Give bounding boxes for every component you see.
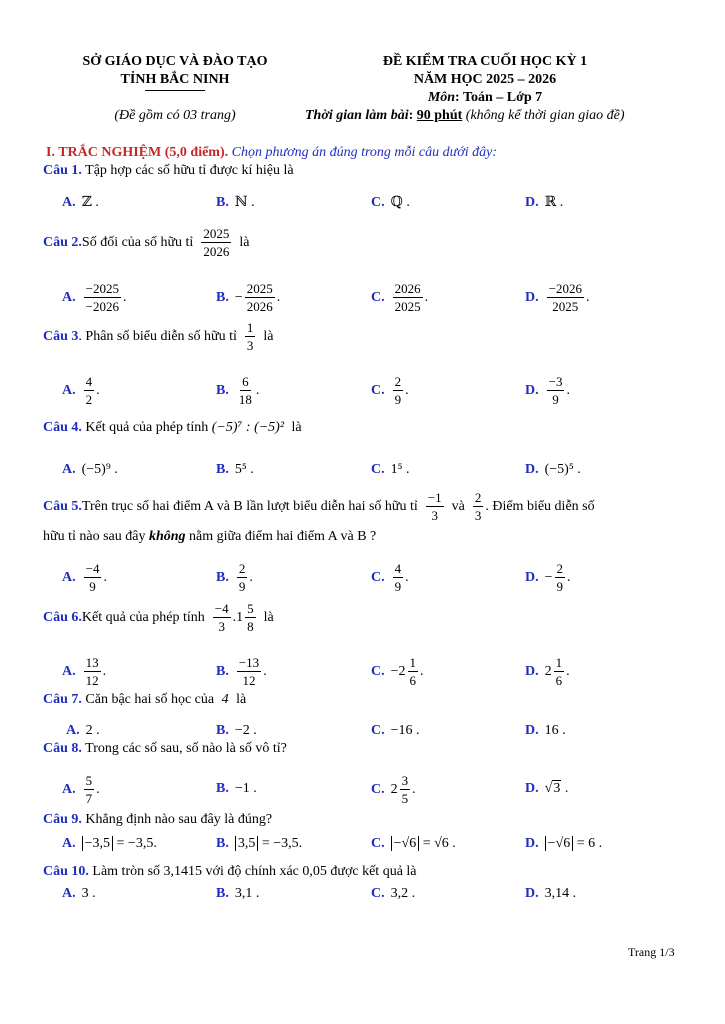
q6-option-a: A. $\frac{13}{12}$ . <box>62 655 107 688</box>
q2-option-a: A. $\frac{-2025}{-2026}$ . <box>62 281 127 314</box>
department-name: SỞ GIÁO DỤC VÀ ĐÀO TẠO <box>82 54 268 69</box>
q5-option-c: C. $\frac{4}{9}$ . <box>371 561 409 594</box>
question-4: Câu 4. Kết quả của phép tính (−5)⁷ : (−5)² là <box>43 420 302 435</box>
q2-option-d: D. $\frac{-2026}{2025}$ . <box>525 281 590 314</box>
page-count-note: (Đề gồm có 03 trang) <box>114 108 236 123</box>
q3-option-c: C. $\frac{2}{9}$ . <box>371 374 409 407</box>
q10-option-a: A. 3 . <box>62 886 96 901</box>
q5-option-d: D. − $\frac{2}{9}$ . <box>525 561 571 594</box>
q7-option-c: C. −16 . <box>371 723 420 738</box>
q7-option-b: B. −2 . <box>216 723 257 738</box>
header-divider <box>145 90 205 91</box>
province-name: TỈNH BẮC NINH <box>120 72 230 87</box>
q4-option-d: D. (−5)⁵ . <box>525 462 581 477</box>
q10-option-b: B. 3,1 . <box>216 886 260 901</box>
q3-option-d: D. $\frac{-3}{9}$ . <box>525 374 570 407</box>
page-number: Trang 1/3 <box>628 945 675 959</box>
q4-option-c: C. 1⁵ . <box>371 462 410 477</box>
question-3: Câu 3 . Phân số biểu diễn số hữu tỉ $\frac{1}{3}$ là <box>43 320 274 353</box>
q8-option-c: C. 2 $\frac{3}{5}$ . <box>371 773 416 806</box>
q8-option-a: A. $\frac{5}{7}$ . <box>62 773 100 806</box>
question-1: Câu 1. Tập hợp các số hữu tỉ được kí hiệu là <box>43 163 294 178</box>
question-9: Câu 9. Khẳng định nào sau đây là đúng? <box>43 812 273 827</box>
time-line: Thời gian làm bài: 90 phút (không kể thời gian giao đề) <box>305 108 625 123</box>
q6-option-b: B. $\frac{-13}{12}$ . <box>216 655 267 688</box>
q8-option-b: B. −1 . <box>216 781 257 796</box>
q2-option-c: C. $\frac{2026}{2025}$ . <box>371 281 429 314</box>
q9-option-b: B. 3,5 = −3,5. <box>216 836 303 851</box>
exam-title: ĐỀ KIỂM TRA CUỐI HỌC KỲ 1 <box>382 54 588 69</box>
question-2: Câu 2. Số đối của số hữu tỉ $\frac{2025}{2026}$ là <box>43 226 250 259</box>
section-title: I. TRẮC NGHIỆM (5,0 điểm). Chọn phương án đúng trong mỗi câu dưới đây: <box>46 145 497 160</box>
subject-line: Môn: Toán – Lớp 7 <box>427 90 543 105</box>
q1-option-d: D. ℝ . <box>525 195 564 210</box>
q9-option-a: A. −3,5 = −3,5. <box>62 836 157 851</box>
question-10: Câu 10. Làm tròn số 3,1415 với độ chính xác 0,05 được kết quả là <box>43 864 417 879</box>
question-8: Câu 8. Trong các số sau, số nào là số vô tỉ? <box>43 741 287 756</box>
question-7: Câu 7. Căn bậc hai số học của 4 là <box>43 692 247 707</box>
q8-option-d: D. √3 . <box>525 781 569 796</box>
q1-option-a: A. ℤ . <box>62 195 99 210</box>
q5-option-a: A. $\frac{-4}{9}$ . <box>62 561 107 594</box>
question-5: Câu 5. Trên trục số hai điểm A và B lần lượt biểu diễn hai số hữu tỉ $\frac{-1}{3}$ và $\frac{2}{3}$ . Điểm biểu diễn số <box>43 490 595 523</box>
q1-option-c: C. ℚ . <box>371 195 410 210</box>
q7-option-d: D. 16 . <box>525 723 566 738</box>
q3-option-a: A. $\frac{4}{2}$ . <box>62 374 100 407</box>
question-6: Câu 6. Kết quả của phép tính $\frac{-4}{3}$ .1 $\frac{5}{8}$ là <box>43 601 274 634</box>
q6-option-c: C. −2 $\frac{1}{6}$ . <box>371 655 424 688</box>
q10-option-d: D. 3,14 . <box>525 886 577 901</box>
q9-option-d: D. −√6 = 6 . <box>525 836 603 851</box>
q4-option-a: A. (−5)⁹ . <box>62 462 118 477</box>
q3-option-b: B. $\frac{6}{18}$ . <box>216 374 260 407</box>
q5-option-b: B. $\frac{2}{9}$ . <box>216 561 253 594</box>
school-year: NĂM HỌC 2025 – 2026 <box>413 72 557 87</box>
q6-option-d: D. 2 $\frac{1}{6}$ . <box>525 655 570 688</box>
q1-option-b: B. ℕ . <box>216 195 255 210</box>
q10-option-c: C. 3,2 . <box>371 886 416 901</box>
q9-option-c: C. −√6 = √6 . <box>371 836 456 851</box>
q4-option-b: B. 5⁵ . <box>216 462 254 477</box>
q2-option-b: B. − $\frac{2025}{2026}$ . <box>216 281 281 314</box>
question-5-line2: hữu tỉ nào sau đây không nằm giữa điểm hai điểm A và B ? <box>43 529 377 544</box>
q7-option-a: A. 2 . <box>66 723 100 738</box>
